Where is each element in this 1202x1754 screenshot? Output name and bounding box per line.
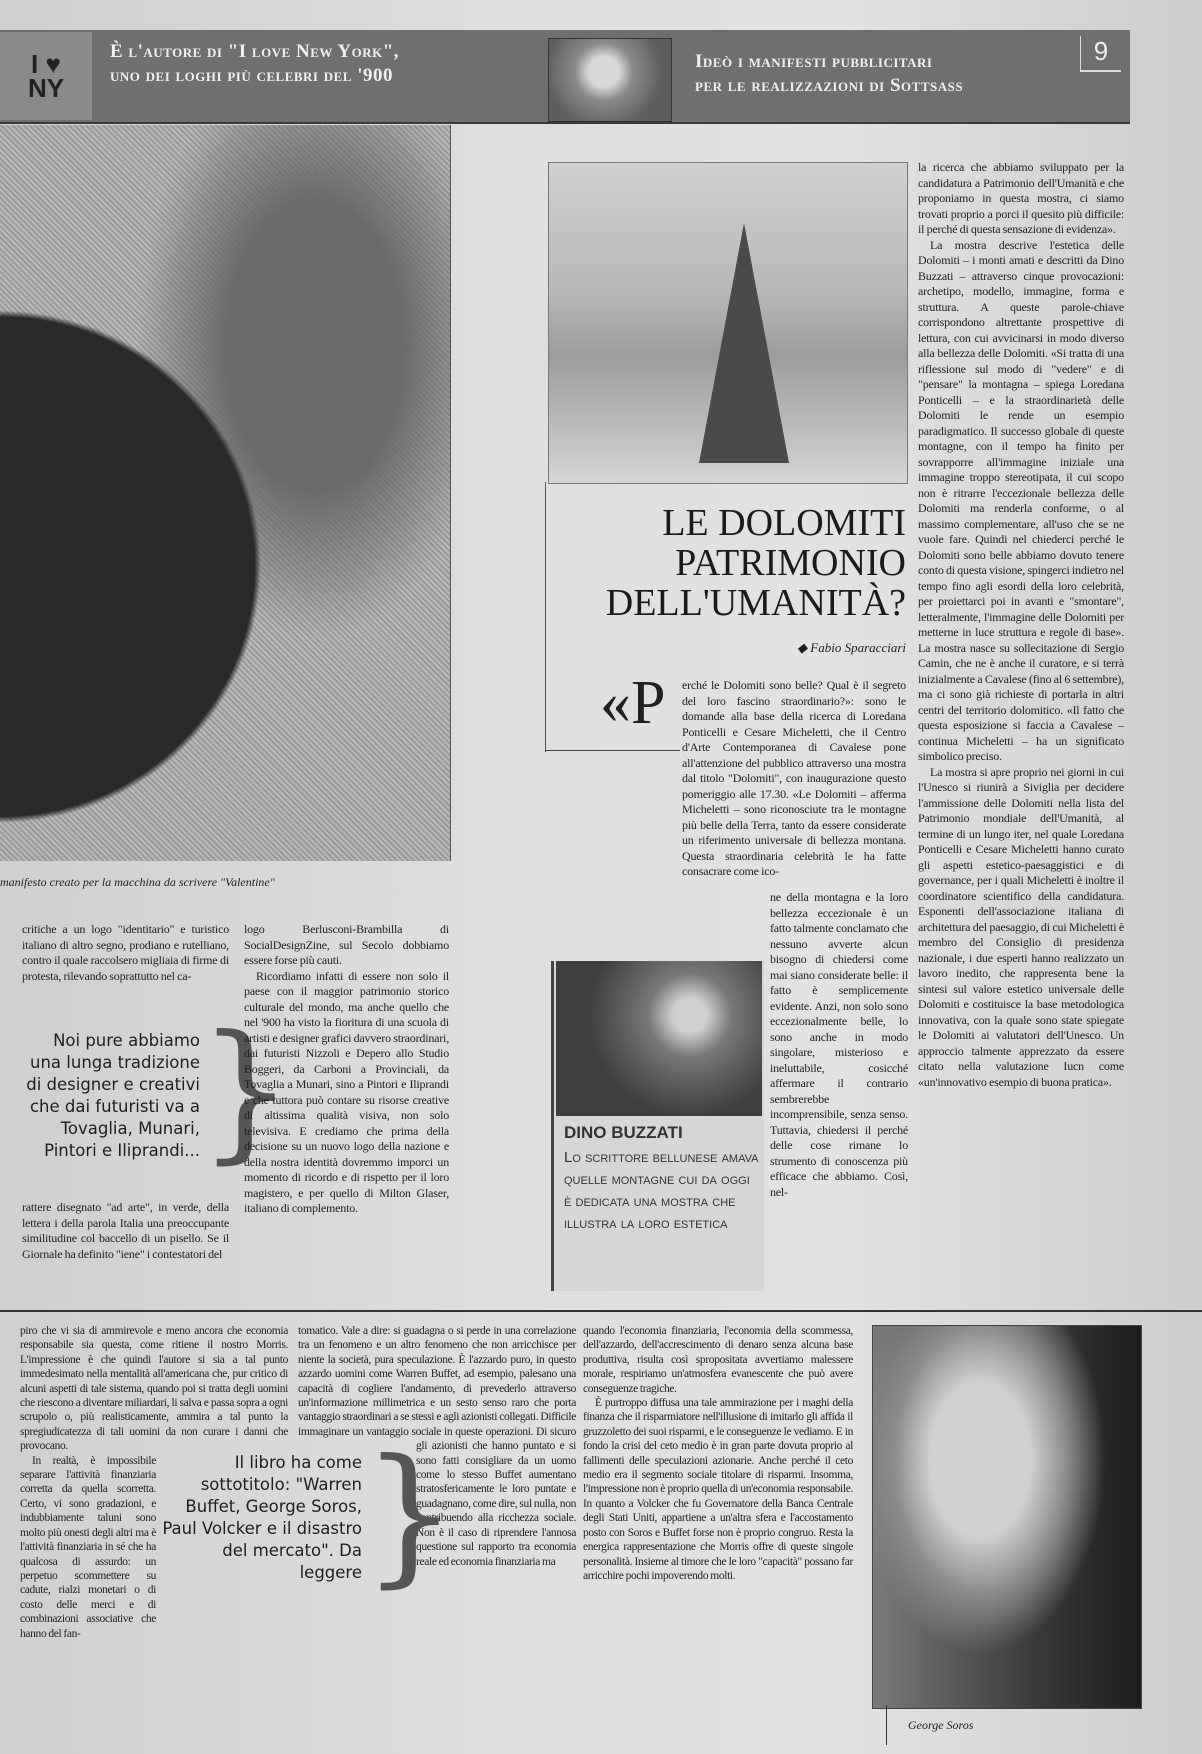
- dolomiti-body-wide: [682, 678, 906, 880]
- brace-icon: }: [198, 1004, 294, 1178]
- title-line: PATRIMONIO: [675, 542, 906, 584]
- paragraph: rattere disegnato "ad arte", in verde, della lettera i della parola Italia una preoccupante similitudine col baccello di un pisello. Se il Giornale ha definito "iene" i contestatori del: [22, 1200, 229, 1261]
- paragraph: ne della montagna e la loro bellezza eccezionale è un fatto talmente conclamato che nessuno avverte alcun bisogno di chiedersi come mai siano considerate belle: il fatto è semplicemente evidente. Anzi, non solo sono eccezionalmente belle, lo sono anche in modo singolare, misterioso e ineluttabile, cosicché affermare il contrario sembrerebbe incomprensibile, senza senso. Tuttavia, chiedersi il perché delle cose rimane lo strumento di conoscenza più efficace che abbiamo. Così, nel-: [770, 890, 908, 1199]
- paragraph: tomatico. Vale a dire: si guadagna o si perde in una correlazione tra un fenomeno e un altro fenomeno che non arricchisce per niente la società, pura speculazione. È l'azzardo puro, in questo azzardo uomini come Warren Buffet, ad esempio, palesano una capacità di cogliere l'andamento, di prevederlo attraverso un'informazione millimetrica e un sesto senso raro che porta vantaggio straordinari a se stessi e agli azionisti collegati. Difficile immaginare un vantaggio sociale in queste operazioni. Di sicuro gli azionisti che hanno puntato e si sono fatti consigliare da un uomo come lo stesso Buffet aumentano stratosfericamente le loro puntate e guadagnano, come dire, sul nulla, non contribuendo alla ricchezza sociale. Non è il caso di riprendere l'annosa questione sul rapporto tra economia reale ed economia finanziaria ma: [298, 1325, 576, 1568]
- buzzati-text: Lo scrittore bellunese amava quelle montagne cui da oggi è dedicata una mostra che illustra la loro estetica: [564, 1149, 759, 1232]
- paragraph: erché le Dolomiti sono belle? Qual è il segreto del loro fascino straordinario?»: sono le domande alla base della ricerca di Loredana Ponticelli e Cesare Micheletti, che il Centro d'Arte Contemporanea di Cavalese pone all'attenzione del pubblico attraverso una mostra dal titolo "Dolomiti", con inaugurazione questo pomeriggio alle 17.30. «Le Dolomiti – afferma Micheletti – sono riconosciute tra le montagne più belle della Terra, tanto da essere considerate un riferimento universale di bellezza montana. Questa straordinaria celebrità le ha fatte consacrare come ico-: [682, 678, 906, 878]
- buzzati-box: [551, 961, 764, 1291]
- soros-photo: [872, 1325, 1142, 1709]
- paragraph: piro che vi sia di ammirevole e meno ancora che economia responsabile sia questa, come ritiene il nostro Morris. L'impressione è che quindi l'autore si sia a tal punto immedesimato nella mentalità all'americana che, pur critico di alcuni aspetti di tale sistema, quando poi si tratta degli uomini che riescono a diventare miliardari, li salva e passa sopra a ogni scrupolo o, più realisticamente, ammira a tal punto la spregiudicatezza di tali uomini da non curare i danni che provocano.: [20, 1325, 288, 1453]
- tree-shape: [699, 223, 789, 463]
- glaser-col1-bottom: [22, 1200, 229, 1262]
- brace-icon: }: [362, 1428, 458, 1602]
- dolomiti-title: [560, 503, 906, 623]
- logo-text-bottom: NY: [27, 73, 65, 103]
- morris-pullquote: Il libro ha come sottotitolo: "Warren Buffet, George Soros, Paul Volcker e il disastro del mercato". Da leggere: [162, 1453, 362, 1582]
- title-line: LE DOLOMITI: [662, 502, 906, 544]
- soros-caption: George Soros: [908, 1718, 974, 1732]
- article-frame-line: [545, 482, 546, 752]
- glaser-portrait-photo: [548, 38, 672, 122]
- glaser-pullquote: Noi pure abbiamo una lunga tradizione di designer e creativi che dai futuristi va a Tovaglia, Munari, Pintori e Iliprandi...: [26, 1031, 200, 1160]
- art-caption: manifesto creato per la macchina da scrivere "Valentine": [0, 875, 275, 889]
- paragraph: La mostra descrive l'estetica delle Dolomiti – i monti amati e descritti da Dino Buzzati – attraverso cinque provocazioni: archetipo, modello, immagine, forma e struttura. A queste parole-chiave corrispondono altrettante prospettive di lettura, con cui avvicinarsi in modo diverso alla bellezza delle Dolomiti. «Si tratta di una riflessione sul modo di "vedere" e di "pensare" la montagna – spiega Loredana Ponticelli – e la straordinarietà delle Dolomiti le rende un esempio paradigmatico. Il successo globale di queste montagne, con il tempo ha finito per sovrapporre all'immagine iniziale una immagine troppo stereotipata, il cui scopo non è ritrarre l'eccezionale bellezza delle Dolomiti ma renderla conforme, o al massimo complementare, all'uso che se ne vuole fare. Quindi nel chiederci perché le Dolomiti sono belle abbiamo dovuto tenere conto di questa visione, spingerci indietro nel tempo fino agli esordi della loro celebrità, per proiettarci poi in avanti e "smontare", letteralmente, l'immagine delle Dolomiti per metterne in luce struttura e regole di base». La mostra nasce su sollecitazione di Sergio Camin, che ne è anche il curatore, e si terrà inizialmente a Cavalese (fino al 6 settembre), ma ci sono già richieste di portarla in altri centri del territorio dolomitico. «Il fatto che questa esposizione si faccia a Cavalese – continua Micheletti – ha un significato simbolico preciso.: [918, 237, 1124, 763]
- valentine-poster-image: [0, 125, 451, 861]
- dolomiti-right-column: [918, 160, 1124, 1090]
- byline: ◆ Fabio Sparacciari: [797, 640, 906, 655]
- divider: [545, 750, 680, 751]
- section-divider: [0, 1310, 1202, 1312]
- right-headline-line: per le realizzazioni di Sottsass: [695, 75, 964, 96]
- caption-rule: [886, 1705, 887, 1745]
- glaser-col1-top: [22, 922, 229, 984]
- paragraph: In realtà, è impossibile separare l'attività finanziaria corretta da quella scorretta. Certo, vi sono gradazioni, e indubbiamente taluni sono molto più onesti degli altri ma è l'attività finanziaria in sé che ha qualcosa di assurdo: un perpetuo scommettere su cadute, rialzi monetari o di costo delle merci e di combinazioni associative che hanno del fan-: [20, 1454, 156, 1640]
- paragraph: quando l'economia finanziaria, l'economia della scommessa, dell'azzardo, dell'accrescimento di denaro senza alcuna base produttiva, risulta così spropositata avvertiamo malessere morale, respiriamo un'atmosfera evanescente che può avere conseguenze tragiche.: [583, 1325, 853, 1395]
- right-headline-line: Ideò i manifesti pubblicitari: [695, 51, 933, 72]
- paragraph: la ricerca che abbiamo sviluppato per la candidatura a Patrimonio dell'Umanità e che proponiamo in questa mostra, ci siamo trovati proprio a porci il quesito più difficile: il perché di questa sensazione di evidenza».: [918, 160, 1124, 236]
- morris-col3: [583, 1324, 853, 1583]
- left-headline-line: È l'autore di "I love New York",: [110, 41, 400, 62]
- buzzati-name: DINO BUZZATI: [564, 1123, 683, 1142]
- paragraph: critiche a un logo "identitario" e turistico italiano di altro segno, prodiano e rutelliano, contro il quale raccolsero migliaia di firme di protesta, rilevando soprattutto nel ca-: [22, 922, 229, 983]
- right-headline: [695, 50, 1075, 98]
- paragraph: È purtroppo diffusa una tale ammirazione per i maghi della finanza che il risparmiatore nell'illusione di imitarlo gli affida il gruzzoletto dei suoi risparmi, e le conseguenze le vediamo. E in fondo la crisi del ceto medio è in gran parte dovuta proprio al fallimenti delle speculazioni azionarie. Anche perché il ceto medio era il segmento sociale titolare di risparmi. Insomma, l'impressione non è proprio quella di un'economia responsabile. In quanto a Volcker che fu Governatore della Banca Centrale degli Stati Uniti, appartiene a un'altra sfera e l'accostamento posto con Soros e Buffet forse non è proprio congruo. Resta la energica rappresentazione che Morris offre di queste singole personalità. Insieme al timore che le loro "capacità" possano far arricchire pochi impoverendo molti.: [583, 1397, 853, 1582]
- paragraph: La mostra si apre proprio nei giorni in cui l'Unesco si riunirà a Siviglia per decidere l'ammissione delle Dolomiti nella lista del Patrimonio mondiale dell'Umanità, al termine di un lungo iter, nel quale Loredana Ponticelli e Cesare Micheletti hanno curato gli aspetti estetico-paesaggistici e di governance, per i quali Micheletti è inoltre il coordinatore scientifico della candidatura. Esponenti dell'associazione italiana di architettura del paesaggio, di cui Micheletti è membro del Consiglio di presidenza nazionale, i due esperti hanno realizzato un lavoro inedito, che rappresenta bene la sintesi sul valore estetico universale delle Dolomiti e costituisce la base metodologica innovativa, con la quale sono state spiegate le Dolomiti ai valutatori dell'Unesco. Un approccio talmente apprezzato da essere citato nella valutazione Iucn come «un'innovativo esempio di buona pratica».: [918, 764, 1124, 1089]
- dolomiti-photo: [548, 162, 908, 484]
- logo-text-top: I ♥: [31, 49, 61, 79]
- i-love-ny-logo: [0, 32, 92, 120]
- buzzati-photo: [556, 961, 762, 1116]
- page-number: 9: [1080, 36, 1121, 72]
- left-headline-line: uno dei loghi più celebri del '900: [110, 65, 393, 86]
- paragraph: Ricordiamo infatti di essere non solo il paese con il maggior patrimonio storico culturale del mondo, ma anche quello che nel '900 ha visto la fioritura di una scuola di artisti e designer grafici davvero straordinari, dai futuristi Nizzoli e Depero allo Studio Boggeri, da Carboni a Provinciali, da Tovaglia a Munari, sino a Pintori e Iliprandi e che tuttora può contare su risorse creative di altissima qualità visiva, non solo televisiva. E crediamo che prima della decisione su un nuovo logo della nazione e della nostra identità dovremmo imporci un momento di ricordo e di rispetto per il loro magistero, e per quello di Milton Glaser, italiano di complemento.: [244, 968, 449, 1215]
- paragraph: logo Berlusconi-Brambilla di SocialDesignZine, sul Secolo dobbiamo essere forse più cauti.: [244, 922, 449, 967]
- dolomiti-body-narrow: [770, 890, 908, 1200]
- left-headline: [110, 40, 530, 88]
- drop-cap: «P: [600, 669, 666, 737]
- title-line: DELL'UMANITÀ?: [605, 582, 906, 624]
- glaser-col2: [244, 922, 449, 1217]
